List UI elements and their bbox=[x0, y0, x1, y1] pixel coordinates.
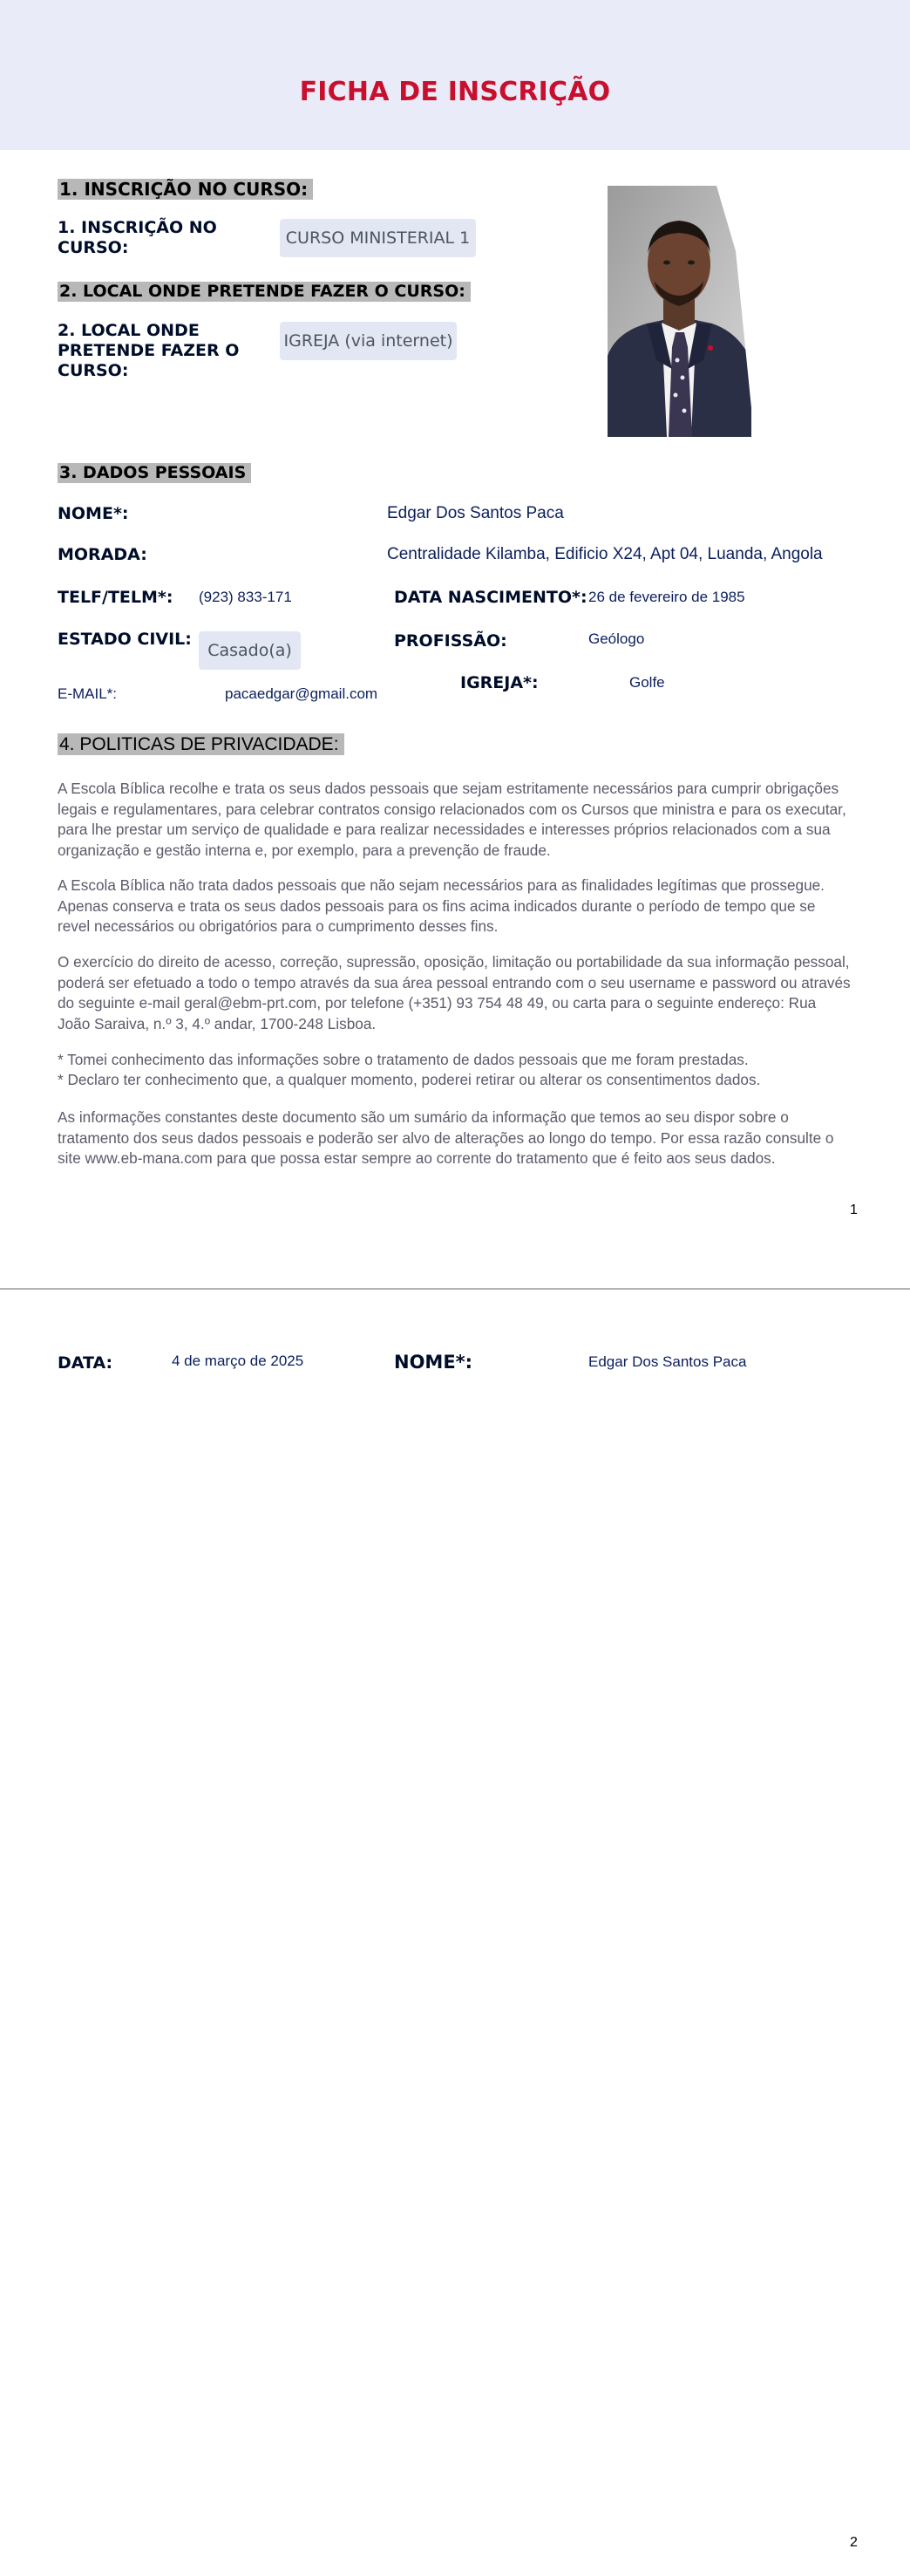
privacy-paragraph-1: A Escola Bíblica recolhe e trata os seus dados pessoais que sejam estritamente necessários para cumprir obrigações legais e regulamentares, para celebrar contratos consigo relacionados com os Cursos que ministra e para os executar, para lhe prestar um serviço de qualidade e para realizar necessidades e interesses próprios relacionados com a sua organização e gestão interna e, por exemplo, para a prevenção de fraude. bbox=[58, 780, 846, 859]
email-value[interactable]: pacaedgar@gmail.com bbox=[225, 685, 378, 702]
inscricao-curso-label: 1. INSCRIÇÃO NO CURSO: bbox=[58, 218, 217, 257]
data-label: DATA: bbox=[58, 1353, 113, 1373]
local-curso-label: 2. LOCAL ONDE PRETENDE FAZER O CURSO: bbox=[58, 321, 240, 380]
data-value[interactable]: 4 de março de 2025 bbox=[172, 1353, 304, 1369]
header-band bbox=[0, 0, 910, 150]
telf-label: TELF/TELM*: bbox=[58, 588, 173, 607]
telf-value[interactable]: (923) 833-171 bbox=[199, 589, 292, 605]
page2-nome-label: NOME*: bbox=[394, 1352, 473, 1373]
privacy-consent-2: * Declaro ter conhecimento que, a qualquer momento, poderei retirar ou alterar os consentimentos dados. bbox=[58, 1071, 761, 1088]
page-divider bbox=[0, 1288, 910, 1290]
local-field[interactable]: IGREJA (via internet) bbox=[280, 322, 457, 360]
estado-civil-field[interactable]: Casado(a) bbox=[199, 631, 301, 670]
privacy-consent-1: * Tomei conhecimento das informações sobre o tratamento de dados pessoais que me foram prestadas. bbox=[58, 1051, 749, 1068]
person-portrait-photo bbox=[608, 186, 751, 437]
privacy-paragraph-3: O exercício do direito de acesso, correção, supressão, oposição, limitação ou portabilidade da sua informação pessoal, poderá ser efetuado a todo o tempo através da sua área pessoal entrando com o seu username e password ou através do seguinte e-mail geral@ebm-prt.com, por telefone (+351) 93 754 48 49, ou carta para o seguinte endereço: Rua João Saraiva, n.º 3, 4.º andar, 1700-248 Lisboa. bbox=[58, 953, 851, 1032]
page2-nome-value[interactable]: Edgar Dos Santos Paca bbox=[588, 1353, 747, 1370]
profissao-label: PROFISSÃO: bbox=[394, 631, 507, 651]
nome-label: NOME*: bbox=[58, 504, 129, 523]
privacy-paragraph-5: As informações constantes deste documento são um sumário da informação que temos ao seu dispor sobre o tratamento dos seus dados pessoais e poderão ser alvo de alterações ao longo do tempo. Por essa razão consulte o site www.eb-mana.com para que possa estar sempre ao corrente do tratamento que é feito aos seus dados. bbox=[58, 1108, 834, 1167]
morada-value[interactable]: Centralidade Kilamba, Edificio X24, Apt 04, Luanda, Angola bbox=[387, 545, 823, 563]
igreja-label: IGREJA*: bbox=[460, 673, 539, 692]
morada-label: MORADA: bbox=[58, 545, 147, 564]
email-label: E-MAIL*: bbox=[58, 685, 118, 702]
section2-heading: 2. LOCAL ONDE PRETENDE FAZER O CURSO: bbox=[58, 282, 471, 302]
section4-heading: 4. POLITICAS DE PRIVACIDADE: bbox=[58, 733, 344, 755]
curso-field[interactable]: CURSO MINISTERIAL 1 bbox=[280, 219, 476, 257]
nascimento-label: DATA NASCIMENTO*: bbox=[394, 588, 587, 607]
privacy-paragraph-2: A Escola Bíblica não trata dados pessoais que não sejam necessários para as finalidades legítimas que prossegue. Apenas conserva e trata os seus dados pessoais para os fins acima indicados durante o período de tempo que se revel necessários ou obrigatórios para o cumprimento desses fins. bbox=[58, 876, 825, 935]
estado-civil-label: ESTADO CIVIL: bbox=[58, 630, 192, 649]
nascimento-value[interactable]: 26 de fevereiro de 1985 bbox=[588, 589, 745, 605]
page-title: FICHA DE INSCRIÇÃO bbox=[299, 77, 611, 107]
page-number-2: 2 bbox=[850, 2535, 858, 2550]
section3-heading: 3. DADOS PESSOAIS bbox=[58, 463, 251, 483]
nome-value[interactable]: Edgar Dos Santos Paca bbox=[387, 504, 564, 522]
profissao-value[interactable]: Geólogo bbox=[588, 630, 645, 647]
section1-heading: 1. INSCRIÇÃO NO CURSO: bbox=[58, 179, 313, 200]
igreja-value[interactable]: Golfe bbox=[629, 674, 665, 691]
page-number-1: 1 bbox=[850, 1203, 858, 1217]
